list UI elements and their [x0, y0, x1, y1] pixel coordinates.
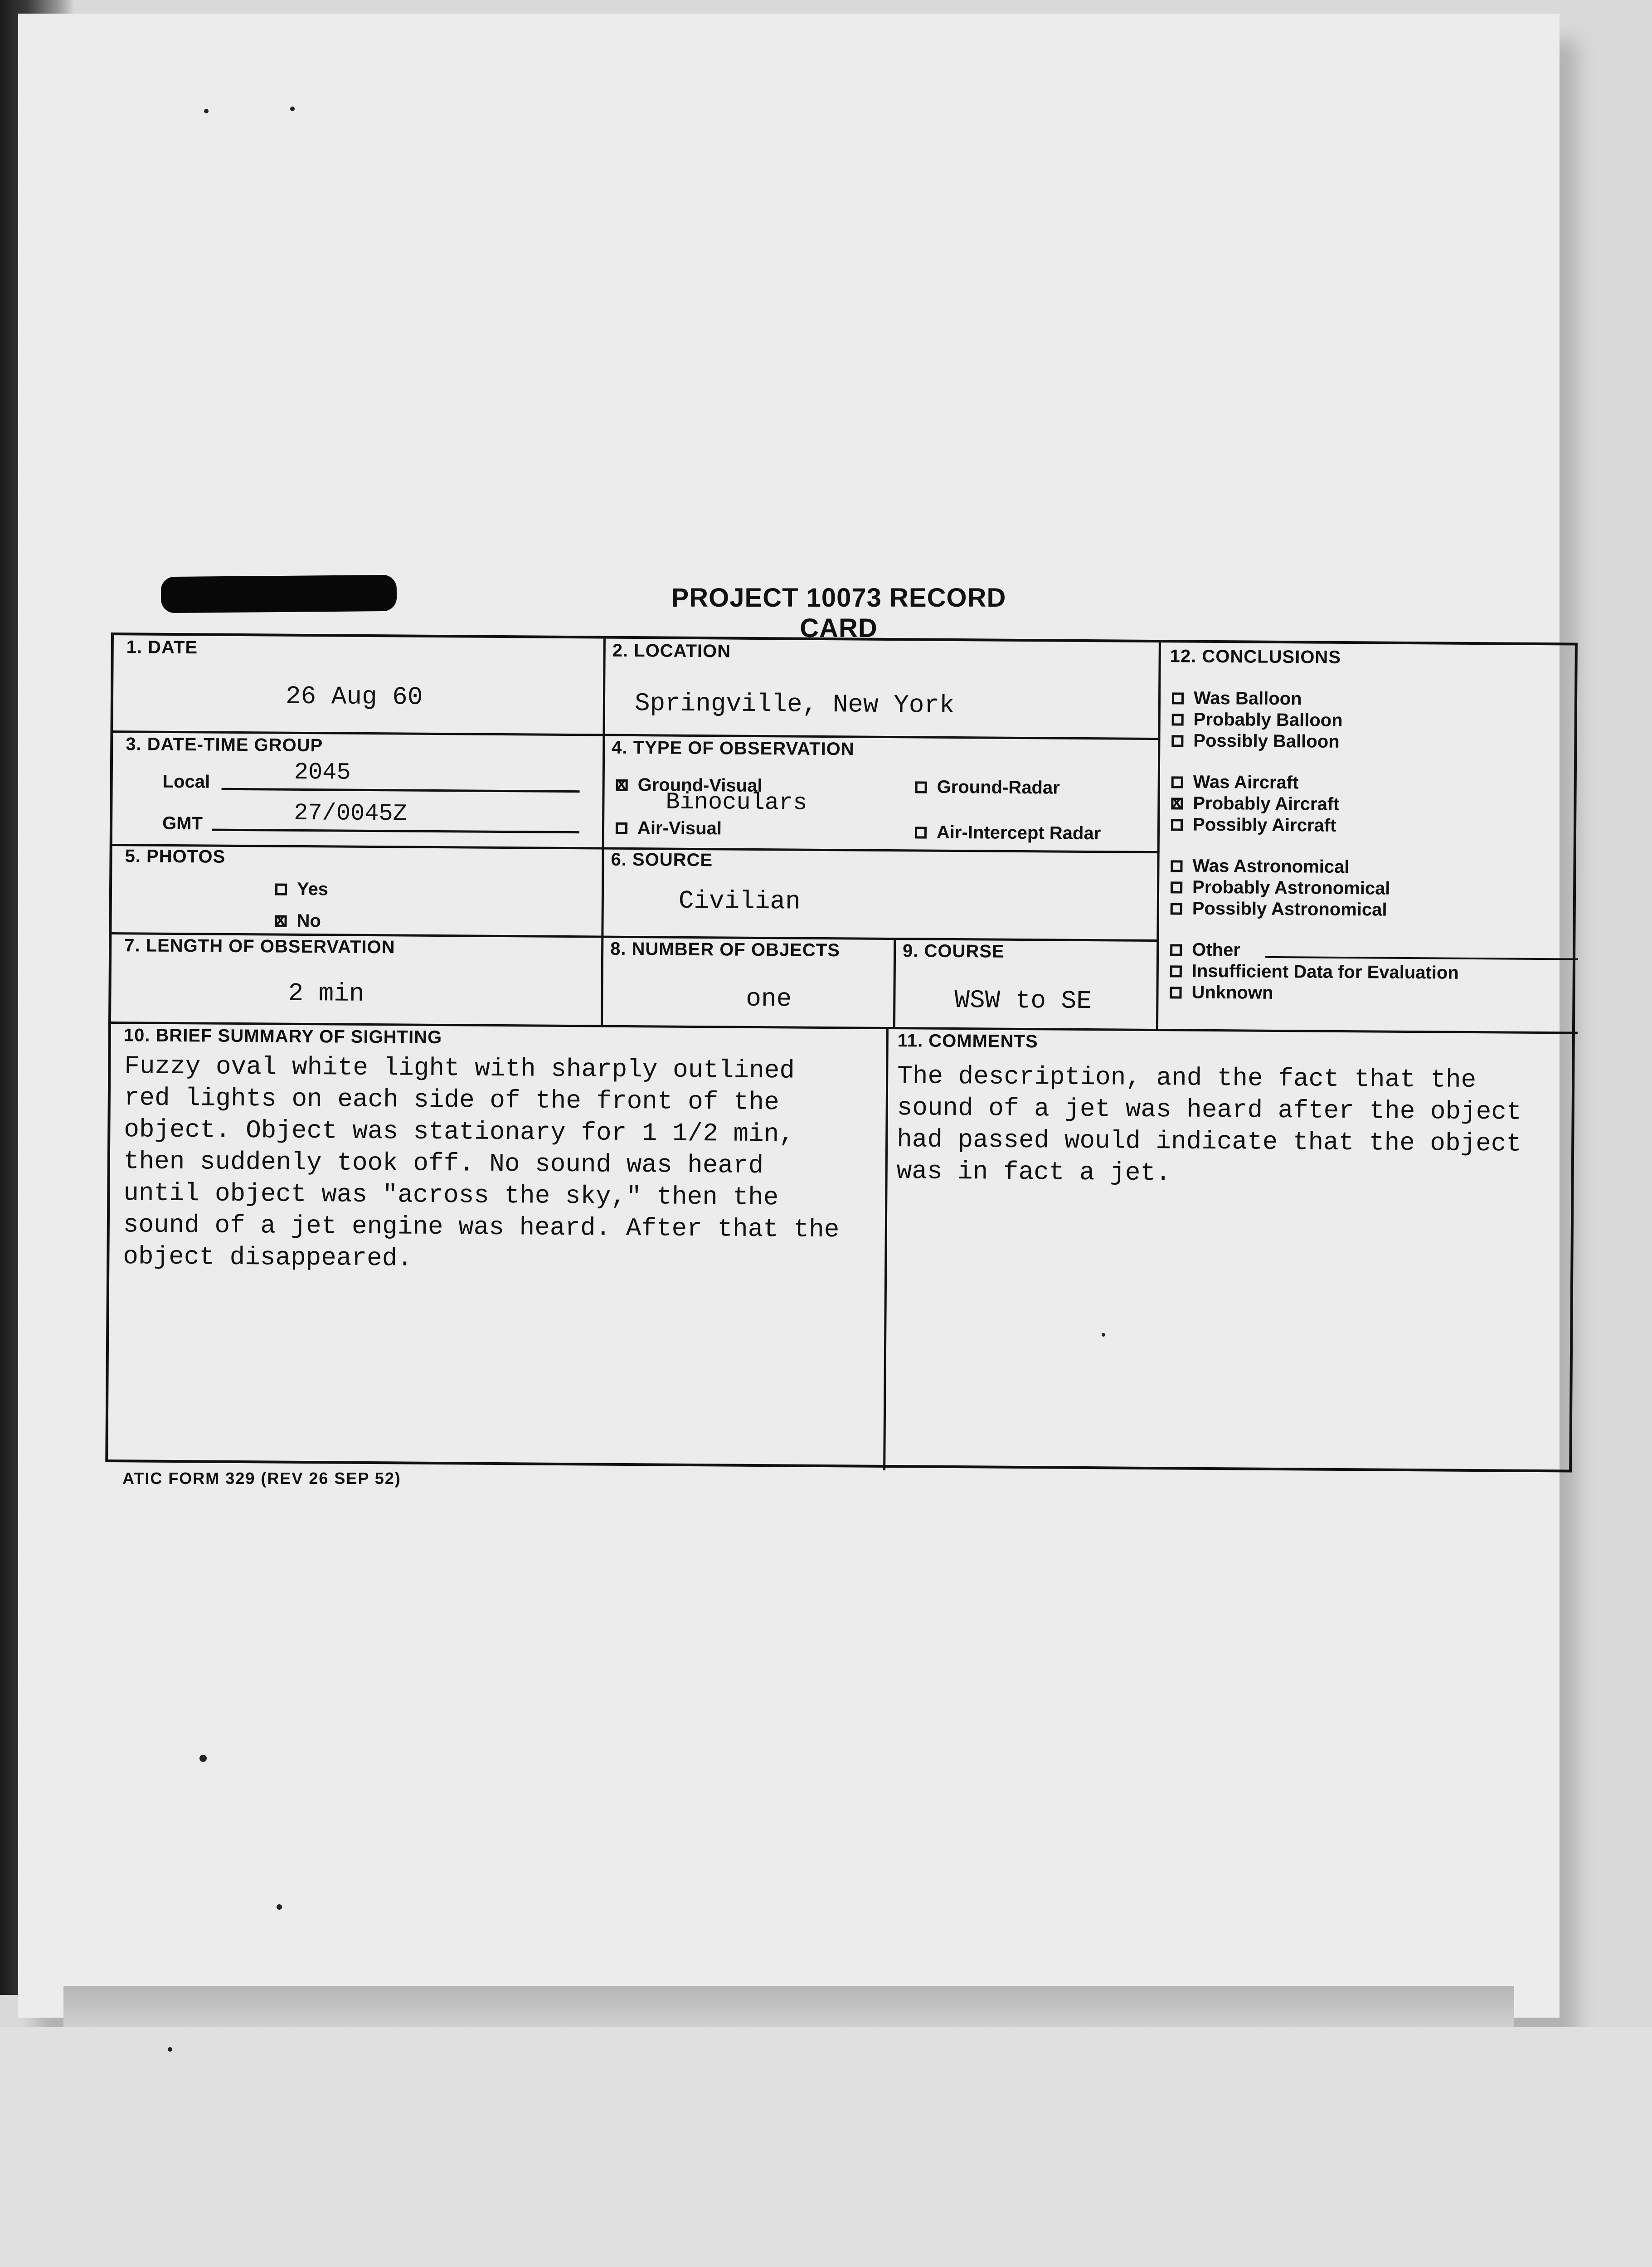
option-label: Was Aircraft	[1193, 772, 1299, 793]
option-label: Was Balloon	[1193, 688, 1302, 709]
checkbox-icon[interactable]	[915, 781, 927, 793]
local-label: Local	[162, 771, 210, 792]
conclusion-was-balloon[interactable]	[1172, 688, 1302, 709]
conclusion-possibly-aircraft[interactable]	[1171, 814, 1336, 836]
divider-v-4	[883, 1027, 889, 1470]
dust-speck	[1102, 1333, 1105, 1337]
conclusion-possibly-astronomical[interactable]	[1171, 898, 1387, 920]
conclusion-other[interactable]	[1170, 939, 1240, 960]
observation-note: Binoculars	[666, 788, 807, 817]
conclusion-probably-astronomical[interactable]	[1171, 877, 1390, 899]
option-label: Possibly Aircraft	[1192, 814, 1336, 836]
checkbox-icon[interactable]	[1171, 735, 1183, 747]
option-label: Ground-Visual	[637, 775, 763, 796]
source-value: Civilian	[678, 886, 801, 916]
conclusion-was-aircraft[interactable]	[1171, 772, 1299, 793]
photos-yes[interactable]	[275, 879, 328, 900]
option-ground-radar[interactable]	[915, 777, 1060, 798]
location-value: Springville, New York	[634, 689, 955, 720]
option-label: Insufficient Data for Evaluation	[1191, 961, 1459, 983]
option-label: Possibly Balloon	[1193, 730, 1340, 752]
conclusion-unknown[interactable]	[1170, 982, 1273, 1003]
summary-label: 10. BRIEF SUMMARY OF SIGHTING	[123, 1025, 442, 1048]
course-value: WSW to SE	[954, 986, 1092, 1016]
conclusion-insufficient-data[interactable]	[1170, 961, 1459, 983]
length-of-observation-value: 2 min	[288, 978, 364, 1008]
record-card	[105, 632, 1578, 1473]
form-id: ATIC FORM 329 (REV 26 SEP 52)	[122, 1469, 401, 1488]
option-label: Probably Astronomical	[1192, 877, 1390, 899]
checkbox-icon[interactable]	[1172, 714, 1184, 725]
date-label: 1. DATE	[126, 637, 198, 658]
conclusion-possibly-balloon[interactable]	[1171, 730, 1340, 752]
local-value: 2045	[294, 759, 351, 786]
option-label: No	[296, 910, 321, 931]
option-label: Ground-Radar	[937, 777, 1060, 798]
summary-text: Fuzzy oval white light with sharply outlined red lights on each side of the front of the object. Object was stationary for 1 1/2 min, then suddenly took off. No sound was heard until object was "across the sky," then the sound of a jet engine was heard. After that the object disappeared.	[123, 1051, 840, 1273]
checkbox-icon[interactable]	[1171, 881, 1182, 893]
length-of-observation-label: 7. LENGTH OF OBSERVATION	[124, 935, 395, 958]
gmt-label: GMT	[162, 813, 203, 834]
conclusion-probably-aircraft[interactable]	[1171, 793, 1339, 815]
checkbox-icon[interactable]	[1171, 860, 1182, 872]
option-air-intercept-radar[interactable]	[915, 822, 1101, 844]
checkbox-icon[interactable]	[1170, 944, 1182, 956]
gmt-value: 27/0045Z	[294, 799, 408, 827]
number-of-objects-value: one	[746, 984, 792, 1014]
divider-v-2	[1156, 642, 1161, 1029]
location-label: 2. LOCATION	[612, 640, 731, 662]
checkbox-icon[interactable]	[1170, 987, 1181, 998]
option-label: Yes	[296, 879, 329, 900]
other-underline	[1265, 956, 1578, 960]
checkbox-icon[interactable]	[1171, 776, 1183, 788]
dust-speck	[277, 1904, 282, 1910]
checkbox-icon[interactable]	[616, 822, 627, 834]
redaction-mark	[161, 575, 397, 613]
option-label: Air-Intercept Radar	[936, 822, 1101, 844]
local-underline	[222, 788, 580, 793]
comments-label: 11. COMMENTS	[897, 1031, 1038, 1052]
option-label: Probably Aircraft	[1193, 793, 1340, 814]
option-label: Air-Visual	[637, 818, 722, 839]
date-time-group-label: 3. DATE-TIME GROUP	[126, 734, 323, 756]
option-label: Was Astronomical	[1192, 856, 1350, 877]
card-title: PROJECT 10073 RECORD CARD	[671, 583, 1006, 643]
checkbox-icon[interactable]	[616, 779, 628, 791]
checkbox-icon[interactable]	[1171, 798, 1183, 809]
checkbox-icon[interactable]	[1171, 819, 1183, 831]
background-surface	[0, 2027, 1652, 2267]
checkbox-icon[interactable]	[915, 827, 927, 838]
checkbox-icon[interactable]	[1170, 965, 1182, 977]
photos-no[interactable]	[275, 911, 321, 932]
checkbox-icon[interactable]	[1172, 692, 1184, 704]
dust-speck	[168, 2047, 172, 2052]
course-label: 9. COURSE	[902, 941, 1005, 962]
checkbox-icon[interactable]	[1171, 903, 1182, 915]
conclusions-label: 12. CONCLUSIONS	[1170, 646, 1341, 667]
comments-text: The description, and the fact that the sound of a jet was heard after the object had passed would indicate that the object was in fact a jet.	[896, 1061, 1522, 1188]
dust-speck	[290, 107, 295, 111]
conclusion-was-astronomical[interactable]	[1171, 856, 1349, 877]
option-label: Possibly Astronomical	[1192, 898, 1387, 920]
conclusion-probably-balloon[interactable]	[1172, 709, 1343, 731]
photos-label: 5. PHOTOS	[125, 846, 226, 867]
source-label: 6. SOURCE	[611, 849, 713, 871]
checkbox-icon[interactable]	[275, 915, 287, 927]
option-label: Probably Balloon	[1193, 709, 1343, 730]
option-label: Unknown	[1191, 982, 1273, 1003]
date-value: 26 Aug 60	[285, 681, 423, 712]
divider-v-1	[601, 639, 606, 1025]
number-of-objects-label: 8. NUMBER OF OBJECTS	[610, 939, 841, 961]
dust-speck	[204, 109, 209, 113]
type-of-observation-label: 4. TYPE OF OBSERVATION	[612, 737, 855, 759]
option-air-visual[interactable]	[616, 818, 722, 839]
dust-speck	[199, 1755, 207, 1762]
divider-v-3	[893, 938, 896, 1027]
gmt-underline	[212, 829, 579, 834]
option-label: Other	[1192, 939, 1241, 960]
checkbox-icon[interactable]	[275, 883, 287, 895]
